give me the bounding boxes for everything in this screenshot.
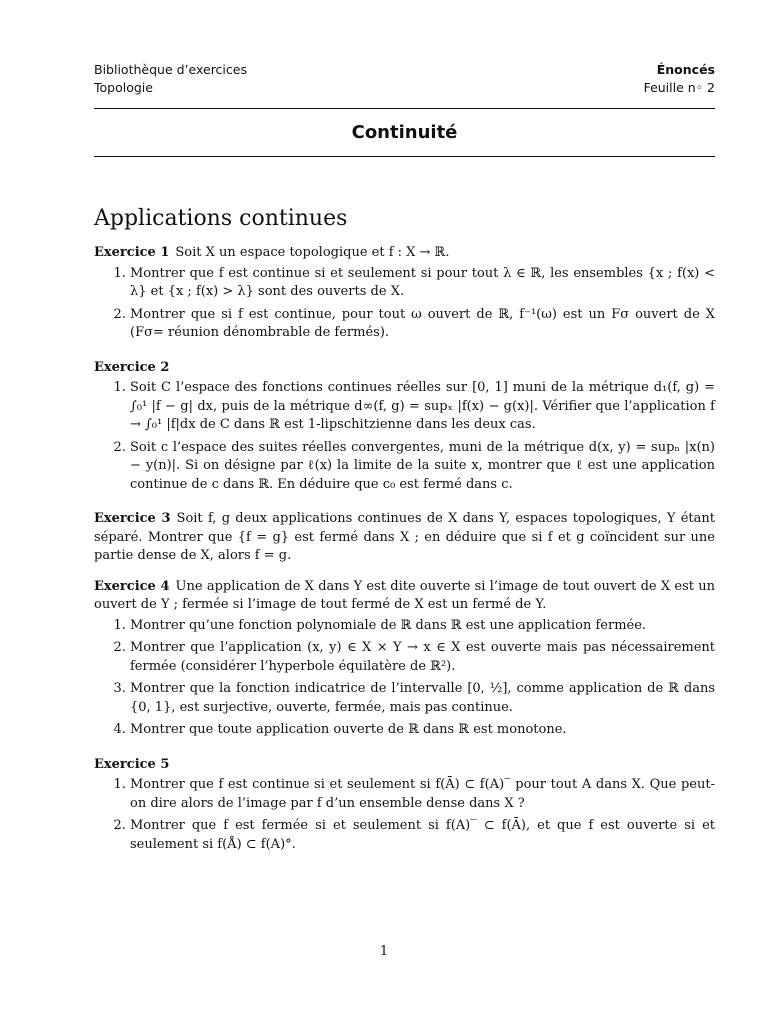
- exercise-2: [94, 359, 715, 495]
- section-heading: Applications continues: [94, 206, 348, 231]
- exercise-item: 4. Montrer que toute application ouverte de ℝ dans ℝ est monotone.: [130, 721, 715, 740]
- header-topic: Topologie: [94, 80, 153, 95]
- exercise-label: Exercice 5: [94, 756, 170, 772]
- exercise-item: 3. Montrer que la fonction indicatrice de l’intervalle [0, ½], comme application de ℝ dans {0, 1}, est surjective, ouverte, fermée, mais pas continue.: [130, 680, 715, 717]
- header-left: [94, 61, 247, 97]
- page-number: 1: [379, 944, 389, 959]
- exercise-item: 1. Montrer que f est continue si et seulement si pour tout λ ∈ ℝ, les ensembles {x ; f(x) < λ} et {x ; f(x) > λ} sont des ouverts de X.: [130, 265, 715, 302]
- exercise-label: Exercice 1: [94, 245, 170, 260]
- page-title: Continuité: [351, 122, 458, 143]
- exercise-items: [94, 379, 715, 494]
- exercise-4: [94, 578, 715, 740]
- exercise-items: [94, 617, 715, 740]
- header-library: Bibliothèque d’exercices: [94, 62, 247, 77]
- exercise-label: Exercice 4: [94, 578, 170, 594]
- exercise-item: 2. Soit c l’espace des suites réelles convergentes, muni de la métrique d(x, y) = supₙ |x(n) − y(n)|. Si on désigne par ℓ(x) la limite de la suite x, montrer que ℓ est une application continue de c dans ℝ. En déduire que c₀ est fermé dans c.: [130, 439, 715, 495]
- exercise-items: [94, 776, 715, 854]
- exercise-item: 2. Montrer que f est fermée si et seulement si f(A)‾ ⊂ f(Ā), et que f est ouverte si et seulement si f(Å) ⊂ f(A)°.: [130, 817, 715, 854]
- exercise-item: 2. Montrer que l’application (x, y) ∈ X × Y → x ∈ X est ouverte mais pas nécessairement fermée (considérer l’hyperbole équilatère de ℝ²).: [130, 639, 715, 676]
- exercise-list: [94, 244, 715, 858]
- header-sheet: Feuille n◦ 2: [643, 80, 715, 95]
- title-rule: [94, 156, 715, 157]
- exercise-item: 1. Montrer qu’une fonction polynomiale de ℝ dans ℝ est une application fermée.: [130, 617, 715, 636]
- header-type: Énoncés: [656, 62, 715, 77]
- exercise-intro: Une application de X dans Y est dite ouverte si l’image de tout ouvert de X est un ouvert de Y ; fermée si l’image de tout fermé de X est un fermé de Y.: [94, 578, 715, 612]
- exercise-3: [94, 510, 715, 566]
- exercise-1: [94, 244, 715, 343]
- header-right: [644, 61, 715, 97]
- exercise-items: [94, 265, 715, 343]
- exercise-label: Exercice 3: [94, 511, 171, 526]
- exercise-label: Exercice 2: [94, 359, 170, 375]
- exercise-item: 1. Montrer que f est continue si et seulement si f(Ā) ⊂ f(A)‾ pour tout A dans X. Que peut-on dire alors de l’image par f d’un ensemble dense dans X ?: [130, 776, 715, 813]
- exercise-5: [94, 756, 715, 855]
- exercise-item: 2. Montrer que si f est continue, pour tout ω ouvert de ℝ, f⁻¹(ω) est un Fσ ouvert de X (Fσ= réunion dénombrable de fermés).: [130, 306, 715, 343]
- exercise-intro: Soit f, g deux applications continues de X dans Y, espaces topologiques, Y étant séparé. Montrer que {f = g} est fermé dans X ; en déduire que si f et g coïncident sur une partie dense de X, alors f = g.: [94, 511, 715, 563]
- top-rule: [94, 108, 715, 109]
- exercise-item: 1. Soit C l’espace des fonctions continues réelles sur [0, 1] muni de la métrique d₁(f, g) = ∫₀¹ |f − g| dx, puis de la métrique d∞(f, g) = supₓ |f(x) − g(x)|. Vérifier que l’application f → ∫₀¹ |f|dx de C dans ℝ est 1-lipschitzienne dans les deux cas.: [130, 379, 715, 435]
- exercise-intro: Soit X un espace topologique et f : X → ℝ.: [175, 245, 450, 260]
